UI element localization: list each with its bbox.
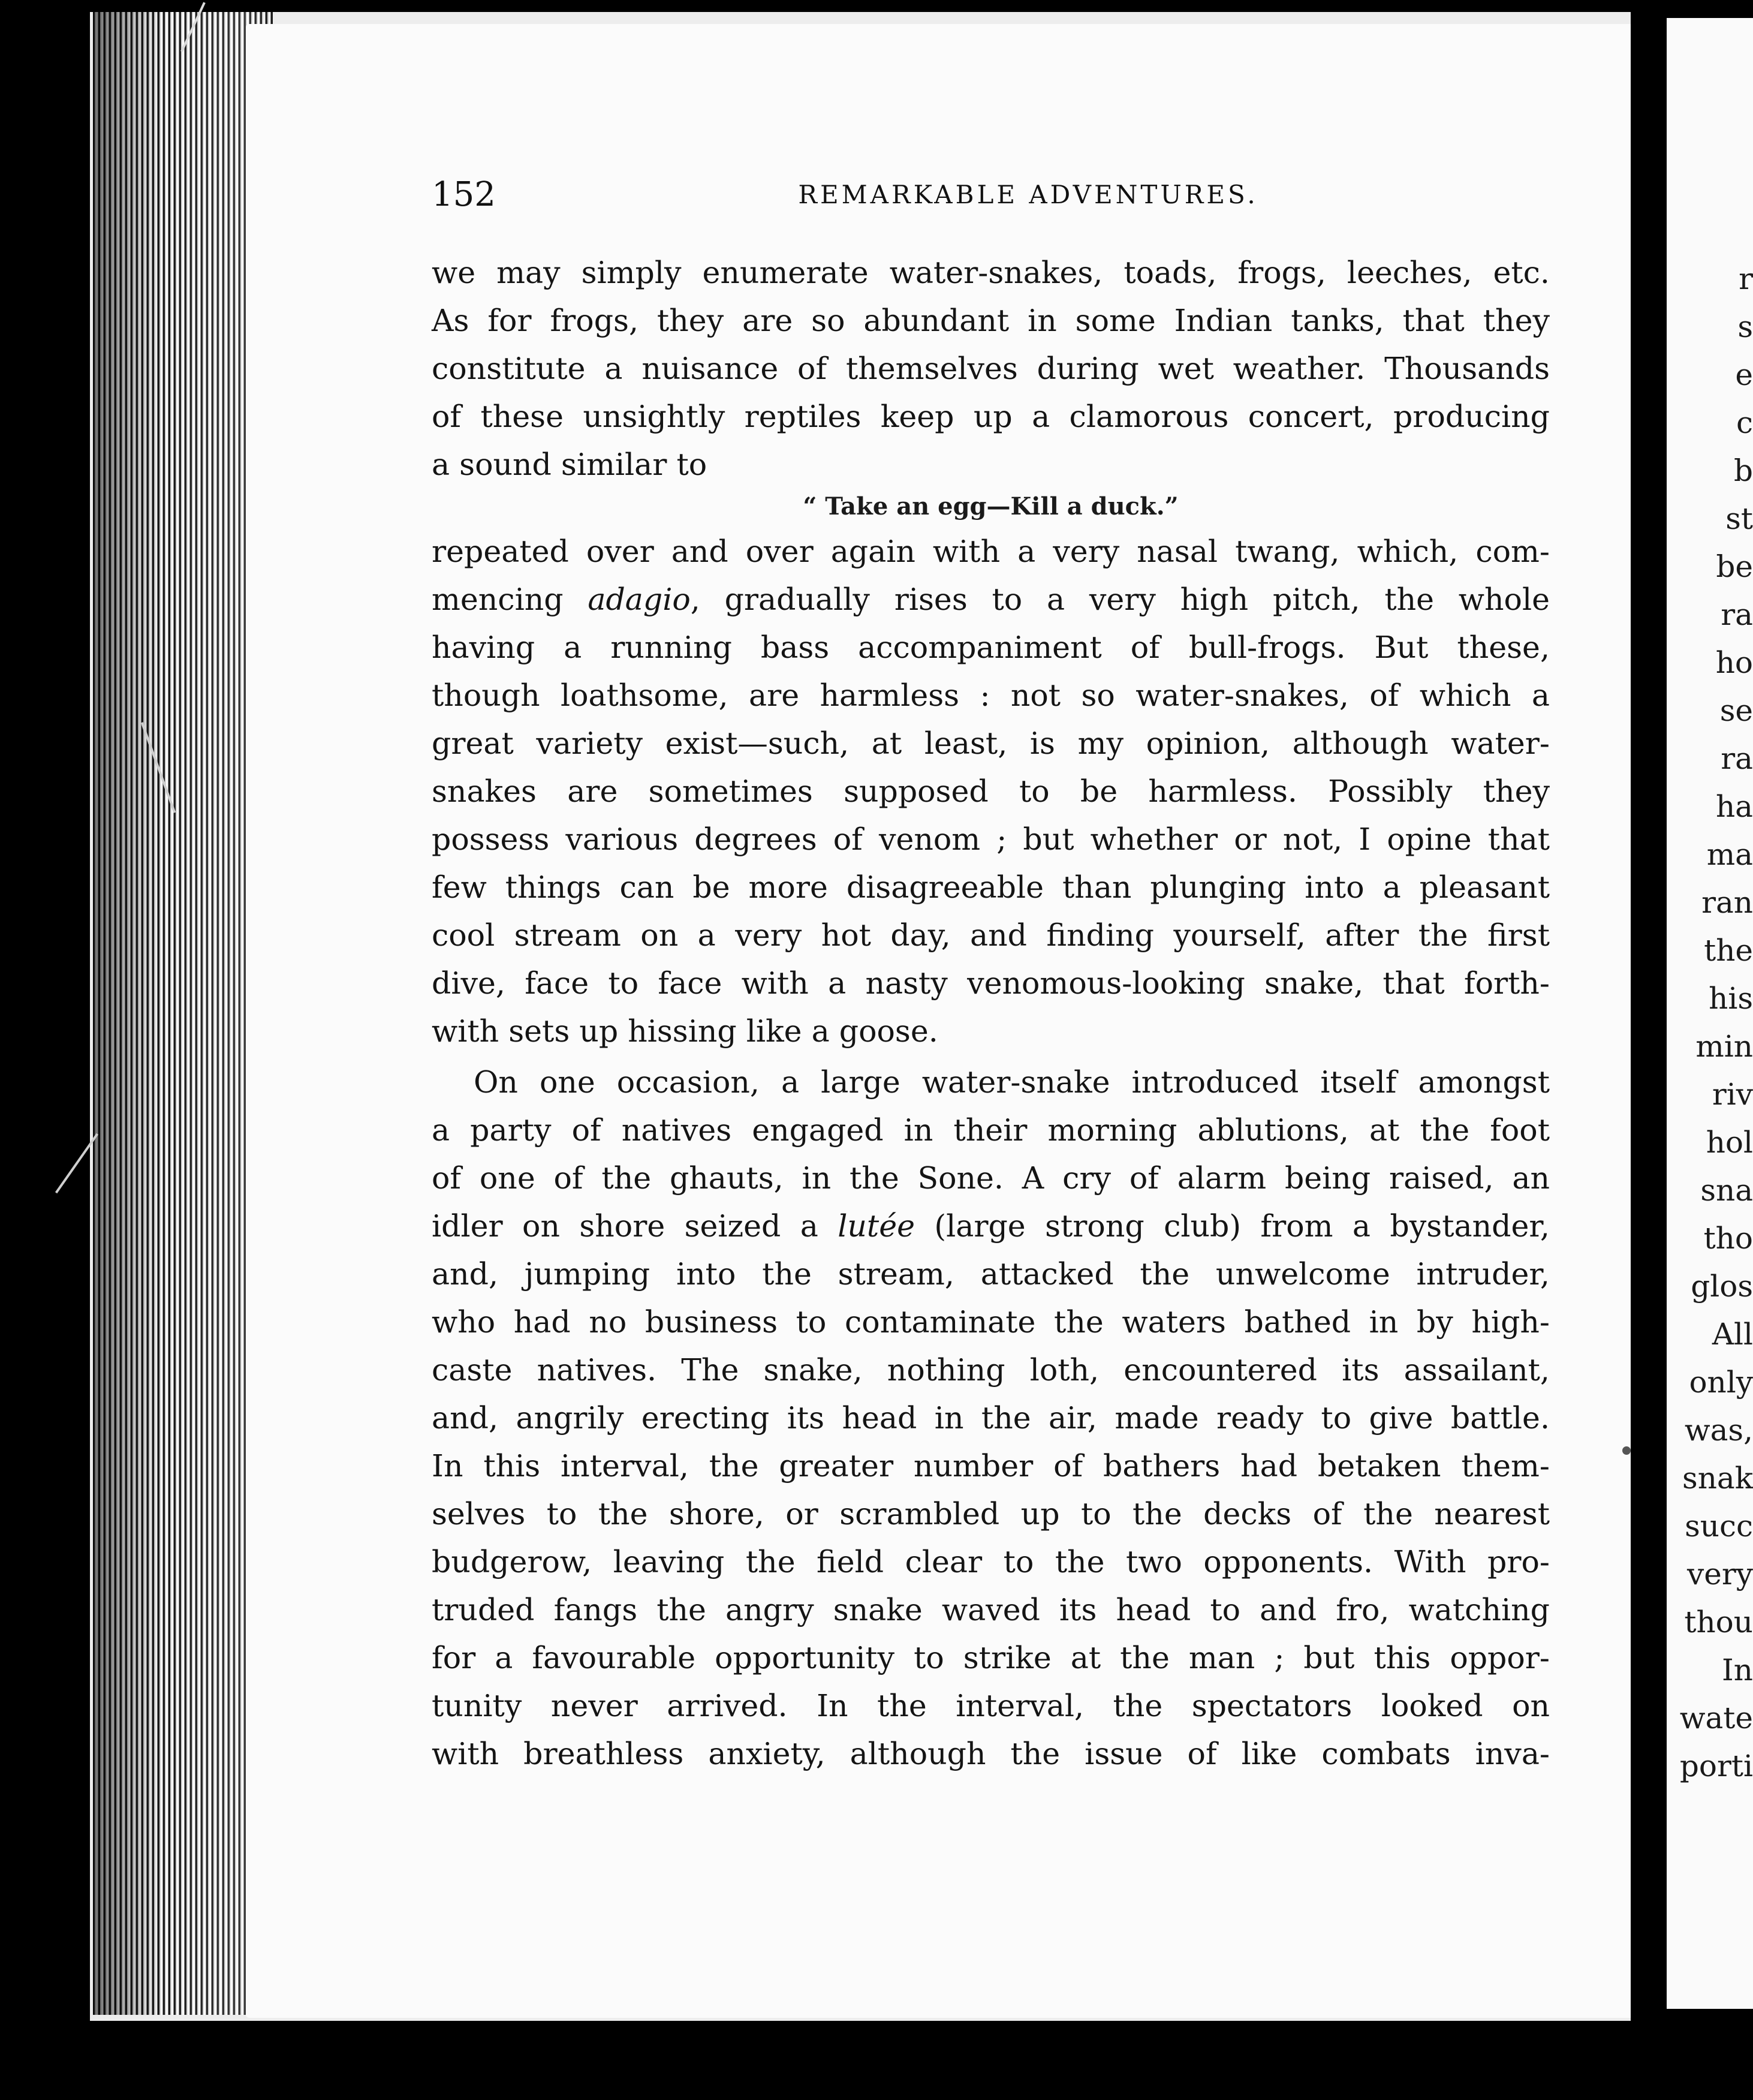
facing-page-fragment: succ [1685,1509,1753,1544]
facing-page-fragment: c [1736,405,1753,440]
facing-page-fragment: only [1689,1365,1753,1400]
text-line: selves to the shore, or scrambled up to the decks of the nearest [432,1496,1550,1532]
text-line: of one of the ghauts, in the Sone. A cry of alarm being raised, an [432,1160,1550,1196]
facing-page-fragment: r [1739,261,1753,296]
running-head: REMARKABLE ADVENTURES. [798,180,1258,209]
text-line: caste natives. The snake, nothing loth, encountered its assailant, [432,1352,1550,1388]
text-line: In this interval, the greater number of bathers had betaken them- [432,1448,1550,1484]
facing-page-fragment: ran [1701,885,1753,920]
text-line: for a favourable opportunity to strike at the man ; but this oppor- [432,1640,1550,1675]
text-line: with sets up hissing like a goose. [432,1013,938,1049]
text-line: constitute a nuisance of themselves during wet weather. Thousands [432,351,1550,386]
text-line: cool stream on a very hot day, and finding yourself, after the first [432,917,1550,953]
gutter [1631,0,1667,2100]
facing-page-fragment: st [1725,501,1753,536]
text-line: repeated over and over again with a very nasal twang, which, com- [432,534,1550,569]
facing-page-fragment: tho [1703,1221,1753,1256]
text-line: snakes are sometimes supposed to be harmless. Possibly they [432,774,1550,809]
facing-page-fragment: b [1733,453,1753,488]
text-line: of these unsightly reptiles keep up a clamorous concert, producing [432,399,1550,434]
facing-page-fragment: All [1712,1317,1753,1352]
quoted-phrase: “ Take an egg—Kill a duck.” [803,492,1179,521]
facing-page-fragment: se [1719,693,1753,728]
text-line: a party of natives engaged in their morning ablutions, at the foot [432,1112,1550,1148]
facing-page-fragment: was, [1684,1413,1753,1448]
facing-page-fragment: hol [1706,1125,1753,1160]
text-line: though loathsome, are harmless : not so water-snakes, of which a [432,678,1550,713]
italic-word: adagio [588,582,691,617]
scan-mark [1622,1446,1631,1455]
facing-page-fragment: ho [1715,645,1753,680]
text-line: a sound similar to [432,447,707,482]
facing-page-fragment: glos [1691,1269,1753,1304]
text-line: having a running bass accompaniment of bull-frogs. But these, [432,630,1550,665]
facing-page-fragment: his [1709,981,1753,1016]
text-line: few things can be more disagreeable than plunging into a pleasant [432,870,1550,905]
facing-page-fragment: min [1695,1029,1753,1064]
facing-page-fragment: In [1722,1653,1753,1687]
facing-page-fragment: thou [1684,1605,1753,1639]
facing-page-fragment: wate [1679,1701,1753,1735]
facing-page-fragment: very [1687,1557,1753,1591]
facing-page [1667,18,1753,2009]
text-line: On one occasion, a large water-snake introduced itself amongst [474,1064,1550,1100]
text-line: dive, face to face with a nasty venomous-looking snake, that forth- [432,965,1550,1001]
text-line: truded fangs the angry snake waved its head to and fro, watching [432,1592,1550,1627]
facing-page-fragment: the [1704,933,1753,968]
italic-word: lutée [838,1208,915,1244]
page-number: 152 [432,175,496,214]
text-line: tunity never arrived. In the interval, the spectators looked on [432,1688,1550,1723]
text-line: As for frogs, they are so abundant in some Indian tanks, that they [432,303,1550,338]
facing-page-fragment: ma [1706,837,1753,872]
facing-page-fragment: riv [1712,1077,1753,1112]
facing-page-fragment: ra [1721,597,1753,632]
facing-page-fragment: snak [1682,1461,1753,1496]
text-line: idler on shore seized a lutée (large strong club) from a bystander, [432,1208,1550,1244]
facing-page-fragment: be [1716,549,1753,584]
facing-page-fragment: porti [1679,1749,1753,1783]
facing-page-fragment: ra [1721,741,1753,776]
text-line: and, angrily erecting its head in the air, made ready to give battle. [432,1400,1550,1436]
text-line: mencing adagio, gradually rises to a very high pitch, the whole [432,582,1550,617]
facing-page-fragment: e [1735,357,1753,392]
facing-page-fragment: ha [1715,789,1753,824]
text-line: and, jumping into the stream, attacked the unwelcome intruder, [432,1256,1550,1292]
text-line: with breathless anxiety, although the issue of like combats inva- [432,1736,1550,1771]
text-line: budgerow, leaving the field clear to the two opponents. With pro- [432,1544,1550,1579]
text-line: great variety exist—such, at least, is my opinion, although water- [432,726,1550,761]
text-line: who had no business to contaminate the waters bathed in by high- [432,1304,1550,1340]
facing-page-fragment: sna [1700,1173,1753,1208]
page-header [432,168,1550,222]
text-line: we may simply enumerate water-snakes, toads, frogs, leeches, etc. [432,255,1550,290]
facing-page-fragment: s [1737,309,1753,344]
text-line: possess various degrees of venom ; but whether or not, I opine that [432,822,1550,857]
